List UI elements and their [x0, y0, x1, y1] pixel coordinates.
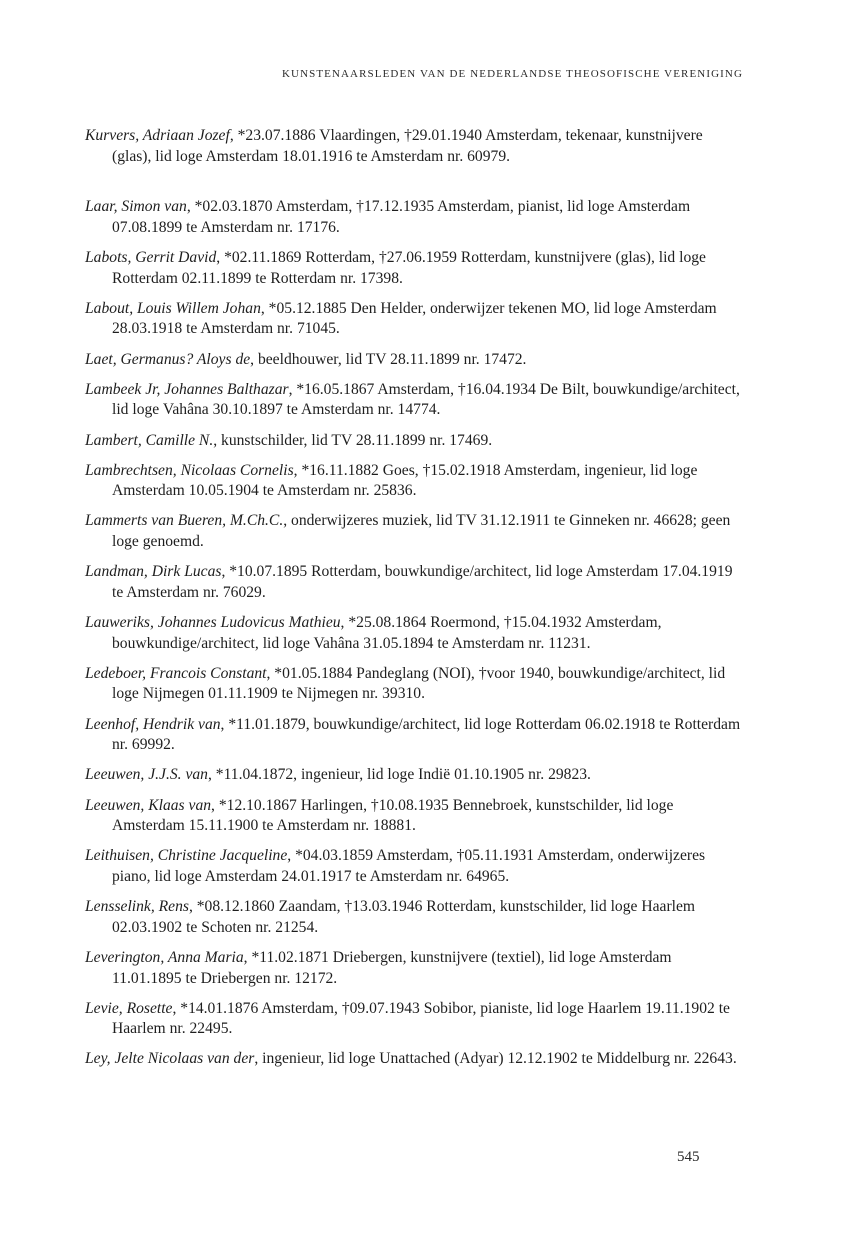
list-item	[85, 248, 745, 289]
list-item	[85, 431, 745, 452]
entry-list	[85, 126, 745, 1080]
list-item	[85, 197, 745, 238]
entry-name: Lambrechtsen, Nicolaas Cornelis	[85, 461, 294, 479]
entry-details: , *14.01.1876 Amsterdam, †09.07.1943 Sobibor, pianiste, lid loge Haarlem 19.11.1902 te Haarlem nr. 22495.	[112, 999, 730, 1038]
entry-name: Leithuisen, Christine Jacqueline	[85, 847, 288, 865]
entry-name: Ley, Jelte Nicolaas van der	[85, 1050, 255, 1068]
entry-name: Labout, Louis Willem Johan	[85, 299, 261, 317]
list-item	[85, 846, 745, 887]
entry-details: , *04.03.1859 Amsterdam, †05.11.1931 Amsterdam, onderwijzeres piano, lid loge Amsterdam 24.01.1917 te Amsterdam nr. 64965.	[112, 847, 706, 885]
page-number: 545	[677, 1149, 700, 1165]
entry-details: , ingenieur, lid loge Unattached (Adyar) 12.12.1902 te Middelburg nr. 22643.	[254, 1050, 737, 1068]
list-item	[85, 380, 745, 421]
entry-name: Landman, Dirk Lucas	[85, 563, 222, 581]
entry-name: Leverington, Anna Maria	[85, 948, 244, 966]
entry-name: Leeuwen, J.J.S. van	[85, 766, 208, 784]
list-item	[85, 562, 745, 603]
entry-details: , *11.04.1872, ingenieur, lid loge Indië 01.10.1905 nr. 29823.	[207, 766, 591, 784]
entry-details: , *02.03.1870 Amsterdam, †17.12.1935 Amsterdam, pianist, lid loge Amsterdam 07.08.1899 te Amsterdam nr. 17176.	[112, 198, 691, 236]
entry-name: Kurvers, Adriaan Jozef	[85, 127, 230, 144]
running-head: KUNSTENAARSLEDEN VAN DE NEDERLANDSE THEOSOFISCHE VERENIGING	[281, 68, 743, 80]
entry-details: , *08.12.1860 Zaandam, †13.03.1946 Rotterdam, kunstschilder, lid loge Haarlem 02.03.1902 te Schoten nr. 21254.	[112, 898, 696, 936]
list-item	[85, 461, 745, 502]
entry-details: , *11.02.1871 Driebergen, kunstnijvere (textiel), lid loge Amsterdam 11.01.1895 te Driebergen nr. 12172.	[112, 948, 672, 987]
entry-details: , *23.07.1886 Vlaardingen, †29.01.1940 Amsterdam, tekenaar, kunstnijvere (glas), lid loge Amsterdam 18.01.1916 te Amsterdam nr. 60979.	[112, 127, 703, 165]
entry-name: Laet, Germanus? Aloys de	[85, 350, 251, 368]
entry-details: , *11.01.1879, bouwkundige/architect, lid loge Rotterdam 06.02.1918 te Rotterdam nr. 69992.	[112, 715, 741, 754]
entry-details: , *16.05.1867 Amsterdam, †16.04.1934 De Bilt, bouwkundige/architect, lid loge Vahâna 30.10.1897 te Amsterdam nr. 14774.	[112, 380, 740, 419]
list-item	[85, 299, 745, 340]
entry-name: Laar, Simon van	[85, 198, 187, 216]
list-item	[85, 715, 745, 756]
entry-name: Leenhof, Hendrik van	[85, 715, 221, 733]
entry-name: Lensselink, Rens	[85, 898, 189, 916]
entry-details: , *02.11.1869 Rotterdam, †27.06.1959 Rotterdam, kunstnijvere (glas), lid loge Rotterdam 02.11.1899 te Rotterdam nr. 17398.	[112, 248, 706, 287]
list-item	[85, 796, 745, 837]
entry-details: , kunstschilder, lid TV 28.11.1899 nr. 17469.	[213, 431, 493, 449]
list-item	[85, 664, 745, 705]
list-item	[85, 765, 745, 786]
entry-name: Lammerts van Bueren, M.Ch.C.	[85, 512, 284, 530]
entry-details: , *05.12.1885 Den Helder, onderwijzer tekenen MO, lid loge Amsterdam 28.03.1918 te Amsterdam nr. 71045.	[112, 299, 717, 338]
entry-details: , *16.11.1882 Goes, †15.02.1918 Amsterdam, ingenieur, lid loge Amsterdam 10.05.1904 te Amsterdam nr. 25836.	[112, 461, 698, 500]
entry-name: Leeuwen, Klaas van	[85, 796, 212, 814]
entry-details: , *01.05.1884 Pandeglang (NOI), †voor 1940, bouwkundige/architect, lid loge Nijmegen 01.11.1909 te Nijmegen nr. 39310.	[112, 664, 726, 703]
list-item	[85, 126, 745, 167]
list-item	[85, 948, 745, 989]
entry-name: Ledeboer, Francois Constant	[85, 664, 267, 682]
entry-name: Lambeek Jr, Johannes Balthazar	[85, 380, 289, 398]
entry-details: , beeldhouwer, lid TV 28.11.1899 nr. 17472.	[250, 350, 527, 368]
entry-name: Levie, Rosette	[85, 999, 173, 1017]
entry-name: Lambert, Camille N.	[85, 431, 214, 449]
list-item	[85, 999, 745, 1040]
list-item	[85, 613, 745, 654]
entry-details: , *12.10.1867 Harlingen, †10.08.1935 Bennebroek, kunstschilder, lid loge Amsterdam 15.11.1900 te Amsterdam nr. 18881.	[112, 796, 674, 835]
list-item	[85, 1049, 745, 1070]
list-item	[85, 511, 745, 552]
entry-name: Labots, Gerrit David	[85, 248, 217, 266]
list-item	[85, 897, 745, 938]
list-item	[85, 350, 745, 371]
entry-details: , *10.07.1895 Rotterdam, bouwkundige/architect, lid loge Amsterdam 17.04.1919 te Amsterdam nr. 76029.	[112, 563, 733, 601]
entry-name: Lauweriks, Johannes Ludovicus Mathieu	[85, 614, 341, 632]
entry-details: , onderwijzeres muziek, lid TV 31.12.1911 te Ginneken nr. 46628; geen loge genoemd.	[112, 512, 731, 551]
entry-details: , *25.08.1864 Roermond, †15.04.1932 Amsterdam, bouwkundige/architect, lid loge Vahâna 31.05.1894 te Amsterdam nr. 11231.	[112, 614, 662, 652]
